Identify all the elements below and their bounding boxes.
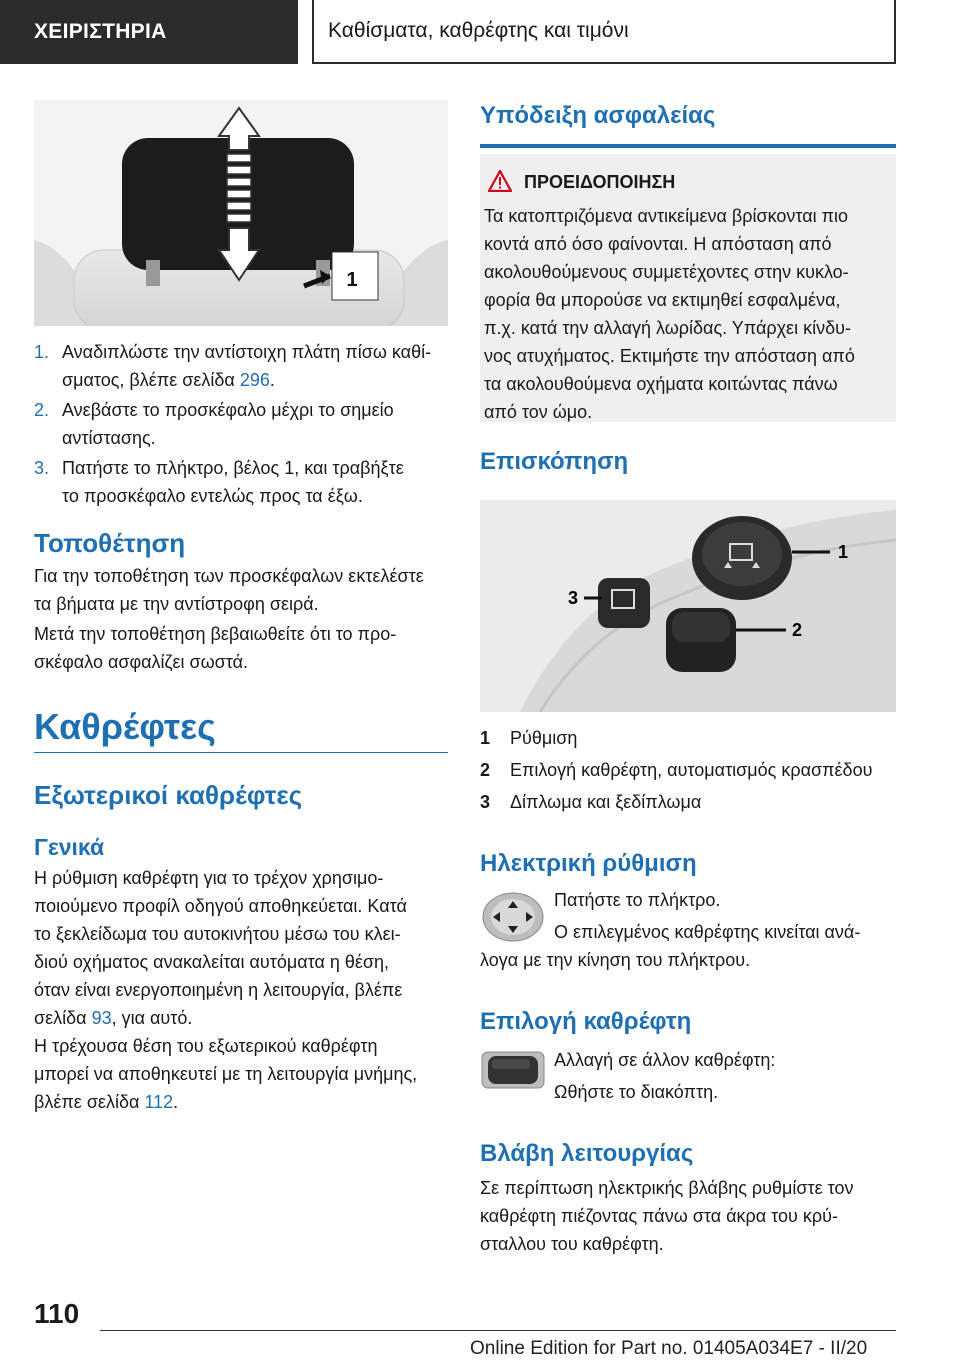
exterior-mirrors-heading: Εξωτερικοί καθρέφτες xyxy=(34,780,303,810)
overview-callout-3: 3 xyxy=(568,588,579,608)
electric-line-3: λογα με την κίνηση του πλήκτρου. xyxy=(480,950,751,970)
select-heading: Επιλογή καθρέφτη xyxy=(480,1008,692,1035)
general-heading: Γενικά xyxy=(34,834,105,860)
page-number: 110 xyxy=(34,1298,80,1329)
select-line-2: Ωθήστε το διακόπτη. xyxy=(554,1082,719,1102)
section-tab xyxy=(0,0,298,64)
mirror-control-figure xyxy=(480,500,896,712)
step-3: 3. Πατήστε το πλήκτρο, βέλος 1, και τραβήξτε το προσκέφαλο εντελώς προς τα έξω. xyxy=(34,458,404,506)
positioning-para-2: Μετά την τοποθέτηση βεβαιωθείτε ότι το προ- σκέφαλο ασφαλίζει σωστά. xyxy=(34,624,397,672)
safety-heading: Υπόδειξη ασφαλείας xyxy=(480,102,716,129)
overview-callout-2: 2 xyxy=(792,620,803,640)
heading-rule xyxy=(34,752,448,753)
positioning-heading: Τοποθέτηση xyxy=(34,528,186,558)
electric-line-1: Πατήστε το πλήκτρο. xyxy=(554,890,721,910)
general-para-1: Η ρύθμιση καθρέφτη για το τρέχον χρησιμο- ποιούμενο προφίλ οδηγού αποθηκεύεται. Κατά το ξεκλείδωμα του αυτοκινήτου μέσω του κλει- διού οχήματος ανακαλείται αυτόματα η θέση, όταν είναι ενεργοποιημένη η λειτουργία, βλέπε σελίδα 93, για αυτό. xyxy=(34,868,407,1028)
electric-heading: Ηλεκτρική ρύθμιση xyxy=(480,850,697,877)
edition-text: Online Edition for Part no. 01405A034E7 - II/20 xyxy=(470,1338,868,1359)
warning-label: ΠΡΟΕΙΔΟΠΟΙΗΣΗ xyxy=(524,172,676,192)
page-link-112[interactable]: 112 xyxy=(144,1092,174,1112)
select-line-1: Αλλαγή σε άλλον καθρέφτη: xyxy=(554,1050,776,1070)
page-link-296[interactable]: 296 xyxy=(239,370,270,390)
headrest-figure xyxy=(34,100,448,326)
fault-heading: Βλάβη λειτουργίας xyxy=(480,1140,694,1167)
chapter-tab xyxy=(312,0,896,64)
section-title: ΧΕΙΡΙΣΤΗΡΙΑ xyxy=(34,20,167,43)
chapter-title: Καθίσματα, καθρέφτης και τιμόνι xyxy=(328,19,629,42)
headrest-callout: 1 xyxy=(346,269,358,291)
electric-line-2: Ο επιλεγμένος καθρέφτης κινείται ανά- xyxy=(554,922,861,942)
step-1: 1. Αναδιπλώστε την αντίστοιχη πλάτη πίσω καθί- σματος, βλέπε σελίδα 296. xyxy=(34,342,432,390)
page-link-93[interactable]: 93 xyxy=(91,1008,112,1028)
overview-heading: Επισκόπηση xyxy=(480,448,629,475)
mirrors-heading: Καθρέφτες xyxy=(34,706,216,747)
fault-para: Σε περίπτωση ηλεκτρικής βλάβης ρυθμίστε τον καθρέφτη πιέζοντας πάνω στα άκρα του κρύ- σταλλου του καθρέφτη. xyxy=(480,1178,854,1254)
safety-rule xyxy=(480,144,896,148)
footer-rule xyxy=(100,1330,896,1331)
overview-callout-1: 1 xyxy=(838,542,849,562)
positioning-para-1: Για την τοποθέτηση των προσκέφαλων εκτελέστε τα βήματα με την αντίστροφη σειρά. xyxy=(34,566,424,614)
warning-text: Τα κατοπτριζόμενα αντικείμενα βρίσκονται πιο κοντά από όσο φαίνονται. Η απόσταση από ακολουθούμενους συμμετέχοντες στην κυκλο- φορία θα μπορούσε να εκτιμηθεί εσφαλμένα, π.χ. κατά την αλλαγή λωρίδας. Υπάρχει κίνδυ- νος ατυχήματος. Εκτιμήστε την απόσταση από τα ακολουθούμενα οχήματα κοιτώντας πάνω από τον ώμο. xyxy=(484,206,855,422)
general-para-2: Η τρέχουσα θέση του εξωτερικού καθρέφτη μπορεί να αποθηκευτεί με τη λειτουργία μνήμης, βλέπε σελίδα 112. xyxy=(34,1036,418,1112)
mirror-select-switch-icon xyxy=(480,1050,546,1104)
step-2: 2. Ανεβάστε το προσκέφαλο μέχρι το σημείο αντίστασης. xyxy=(34,400,394,448)
warning-triangle-icon xyxy=(488,170,512,192)
mirror-adjust-button-icon xyxy=(480,890,546,944)
